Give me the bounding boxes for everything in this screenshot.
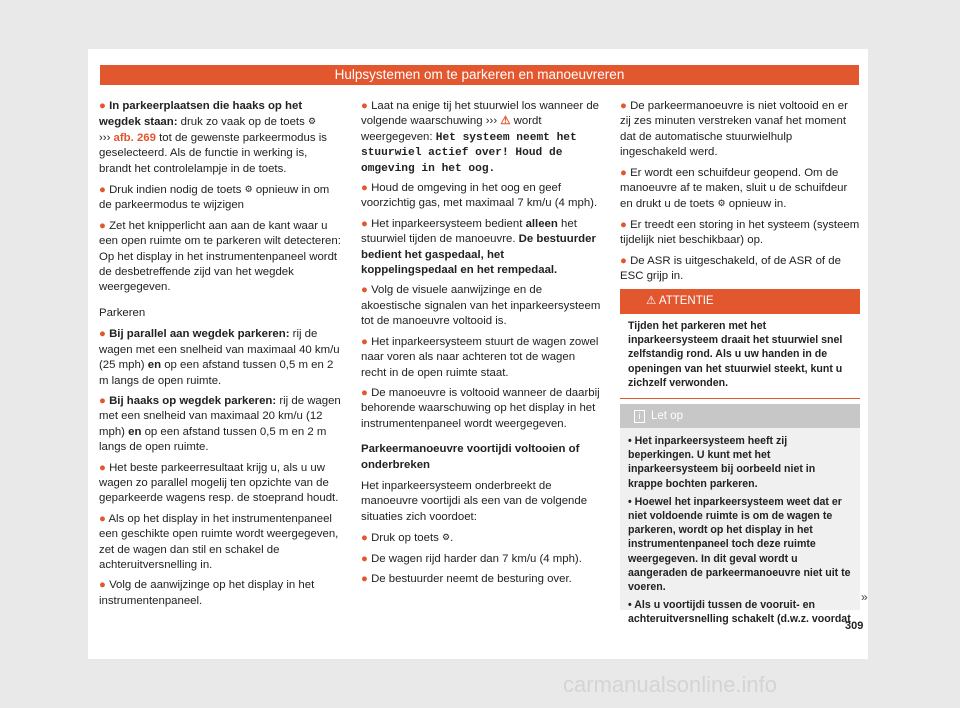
paragraph (361, 572, 601, 587)
paragraph: Het inparkeersysteem onderbreekt de manoeuvre voortijdi als een van de volgende situaties zich voordoet: (361, 479, 588, 523)
note-title: Let op (651, 410, 683, 422)
paragraph (99, 461, 341, 507)
text: rij de wagen met een snelheid van maximaal 40 km/u (25 mph) (99, 328, 340, 372)
text: rij de wagen met een snelheid van maximaal 20 km/u (12 mph) (99, 394, 341, 438)
watermark: carmanualsonline.info (563, 672, 778, 697)
attention-title: ATTENTIE (658, 295, 714, 307)
text: opnieuw in om de parkeermodus te wijzigen (99, 184, 330, 212)
attention-header (620, 289, 860, 314)
attention-box (620, 289, 860, 399)
text: Laat na enige tij het stuurwiel los wanneer de volgende waarschuwing ››› (361, 100, 600, 128)
bullet-icon: ● (361, 386, 368, 399)
bullet-icon: ● (361, 100, 368, 112)
paragraph (361, 386, 601, 432)
text: Druk indien nodig de toets (109, 184, 245, 197)
note-item: • Als u voortijdi tussen de vooruit- en achteruitversnelling schakelt (d.w.z. voordat (628, 599, 851, 626)
bullet-icon: ● (620, 218, 627, 231)
text: Er treedt een storing in het systeem (systeem tijdelijk niet beschikbaar) op. (620, 218, 860, 247)
text: Als u voortijdi tussen de vooruit- en achteruitversnelling schakelt (d.w.z. voordat (628, 599, 851, 626)
text: op een afstand tussen 0,5 m en 2 m langs de open ruimte. (99, 359, 334, 387)
paragraph (99, 99, 341, 177)
subheading: Parkeermanoeuvre voortijdi voltooien of onderbreken (361, 443, 580, 471)
bullet-icon: ● (361, 532, 368, 545)
bullet-icon: ● (99, 512, 106, 525)
note-box (620, 404, 860, 626)
page-number: 309 (845, 620, 864, 632)
text: druk zo vaak op de toets (177, 116, 308, 129)
bullet-icon: ● (99, 219, 106, 232)
bullet-icon: ● (99, 328, 106, 341)
column-1 (99, 99, 341, 614)
text: op een afstand tussen 0,5 m en 2 m langs de open ruimte. (99, 425, 327, 454)
paragraph (99, 219, 341, 296)
paragraph (620, 99, 860, 161)
bold-text: en (147, 359, 162, 372)
lead-text: Bij haaks op wegdek parkeren: (109, 394, 277, 407)
text: De ASR is uitgeschakeld, of de ASR of de ESC grijp in. (620, 254, 841, 283)
bullet-icon: ● (361, 572, 368, 585)
warning-icon: ⚠ (646, 295, 657, 307)
paragraph (361, 181, 601, 212)
bullet-icon: ● (99, 100, 106, 112)
note-item: • Hoewel het inparkeersysteem weet dat er niet voldoende ruimte is om de wagen te parkeren, wordt op het display in het instrumentenpaneel toch deze ruimte weergegeven. In dit geval wordt u aangeraden de parkeermanoeuvre niet uit te voeren. (628, 495, 851, 594)
text: tot de gewenste parkeermodus is geselecteerd. Als de functie in werking is, brandt het controlelampje in de toets. (99, 131, 327, 175)
page-title: Hulpsystemen om te parkeren en manoeuvreren (100, 65, 859, 85)
note-body (620, 428, 860, 637)
lead-text: In parkeerplaatsen die haaks op het wegdek staan: (99, 100, 303, 129)
paragraph (361, 335, 601, 381)
text: Er wordt een schuifdeur geopend. Om de manoeuvre af te maken, sluit u de schuifdeur en drukt u de toets (620, 166, 848, 211)
text: opnieuw in. (725, 198, 787, 211)
paragraph (99, 394, 341, 456)
paragraph (361, 99, 601, 176)
bold-text: en (128, 425, 142, 438)
bullet-icon: ● (99, 184, 106, 197)
text: De wagen rijd harder dan 7 km/u (4 mph). (371, 552, 582, 565)
bullet-icon: ● (620, 166, 627, 179)
text: Volg de aanwijzinge op het display in het instrumentenpaneel. (99, 579, 315, 607)
arrow: ››› (99, 131, 114, 144)
park-assist-button-icon: ⚙ (307, 116, 317, 127)
text: De manoeuvre is voltooid wanneer de daarbij behorende waarschuwing op het display in het instrumentenpaneel wordt weergegeven. (361, 386, 600, 430)
subheading: Parkeren (99, 306, 146, 319)
column-3 (620, 99, 860, 289)
paragraph (361, 530, 601, 546)
bullet-icon: ● (620, 100, 627, 112)
display-message: Het systeem neemt het stuurwiel actief over! Houd de omgeving in het oog. (361, 131, 577, 175)
paragraph (620, 218, 860, 249)
text: Het inparkeersysteem stuurt de wagen zowel naar voren als naar achteren tot de wagen recht in de open ruimte staat. (361, 335, 599, 379)
text: De bestuurder neemt de besturing over. (371, 572, 572, 585)
bullet-icon: ● (99, 394, 106, 407)
paragraph (620, 166, 860, 213)
park-assist-button-icon: ⚙ (717, 198, 726, 209)
note-item: • Het inparkeersysteem heeft zij beperkingen. U kunt met het inparkeersysteem bij oorbeeld niet in krappe bochten parkeren. (628, 435, 816, 490)
text: De parkeermanoeuvre is niet voltooid en er zij zes minuten verstreken vanaf het moment dat de automatische stuurwielhulp ingeschakeld werd. (620, 100, 848, 159)
park-assist-button-icon: ⚙ (441, 532, 451, 543)
lead-text: Bij parallel aan wegdek parkeren: (109, 328, 290, 341)
paragraph (361, 552, 601, 567)
note-header (620, 404, 860, 428)
info-icon: i (634, 410, 645, 423)
park-assist-button-icon: ⚙ (244, 184, 253, 195)
paragraph (99, 578, 341, 609)
text: . (450, 532, 454, 545)
bullet-icon: ● (361, 284, 368, 297)
bullet-icon: ● (99, 579, 106, 592)
paragraph (99, 512, 341, 574)
text: Volg de visuele aanwijzinge en de akoestische signalen van het inparkeersysteem tot de manoeuvre voltooid is. (361, 284, 601, 328)
text: Als op het display in het instrumentenpaneel een geschikte open ruimte wordt weergegeven, zet de wagen dan stil en schakel de achteruitversnelling in. (99, 512, 339, 571)
bullet-icon: ● (361, 552, 368, 565)
continue-marker: » (861, 590, 868, 604)
attention-text: Tijden het parkeren met het inparkeersysteem draait het stuurwiel snel zelfstandig rond. Als u uw handen in de openingen van het stuurwiel steekt, kunt u zichzelf verwonden. (628, 320, 843, 389)
bullet-icon: ● (361, 335, 368, 348)
paragraph (361, 283, 601, 329)
bullet-icon: ● (361, 217, 368, 230)
paragraph (99, 327, 341, 389)
figure-link[interactable]: afb. 269 (113, 131, 156, 144)
text: Het inparkeersysteem bedient (371, 217, 526, 230)
text: het stuurwiel tijden de manoeuvre. (361, 217, 577, 246)
paragraph (620, 254, 860, 285)
bullet-icon: ● (99, 461, 106, 474)
text: Hoewel het inparkeersysteem weet dat er niet voldoende ruimte is om de wagen te parkeren, wordt op het display in het instrumentenpaneel toch deze ruimte weergegeven. In dit geval wordt u aangeraden de parkeermanoeuvre niet uit te voeren. (628, 495, 851, 594)
text: Druk op toets (371, 532, 442, 545)
text: Het beste parkeerresultaat krijg u, als u uw wagen zo parallel mogelij ten opzichte van de geparkeerde wagens resp. de stoeprand houdt. (99, 461, 339, 505)
warning-icon: ⚠ (500, 115, 511, 128)
text: wordt weergegeven: (361, 115, 542, 143)
bullet-icon: ● (361, 182, 368, 195)
bullet-icon: ● (620, 254, 627, 267)
bold-text: De bestuurder bedient het gaspedaal, het koppelingspedaal en het rempedaal. (361, 233, 596, 277)
text: Zet het knipperlicht aan aan de kant waar u een open ruimte om te parkeren wilt detecteren: Op het display in het instrumentenpaneel wordt de desbetreffende zijd van het wegdek weergegeven. (99, 219, 341, 294)
text: Houd de omgeving in het oog en geef voorzichtig gas, met maximaal 7 km/u (4 mph). (361, 182, 598, 210)
text: Het inparkeersysteem heeft zij beperkingen. U kunt met het inparkeersysteem bij oorbeeld niet in krappe bochten parkeren. (628, 435, 816, 490)
paragraph (99, 182, 341, 214)
paragraph (361, 217, 601, 279)
column-2 (361, 99, 601, 592)
bold-text: alleen (525, 217, 558, 230)
